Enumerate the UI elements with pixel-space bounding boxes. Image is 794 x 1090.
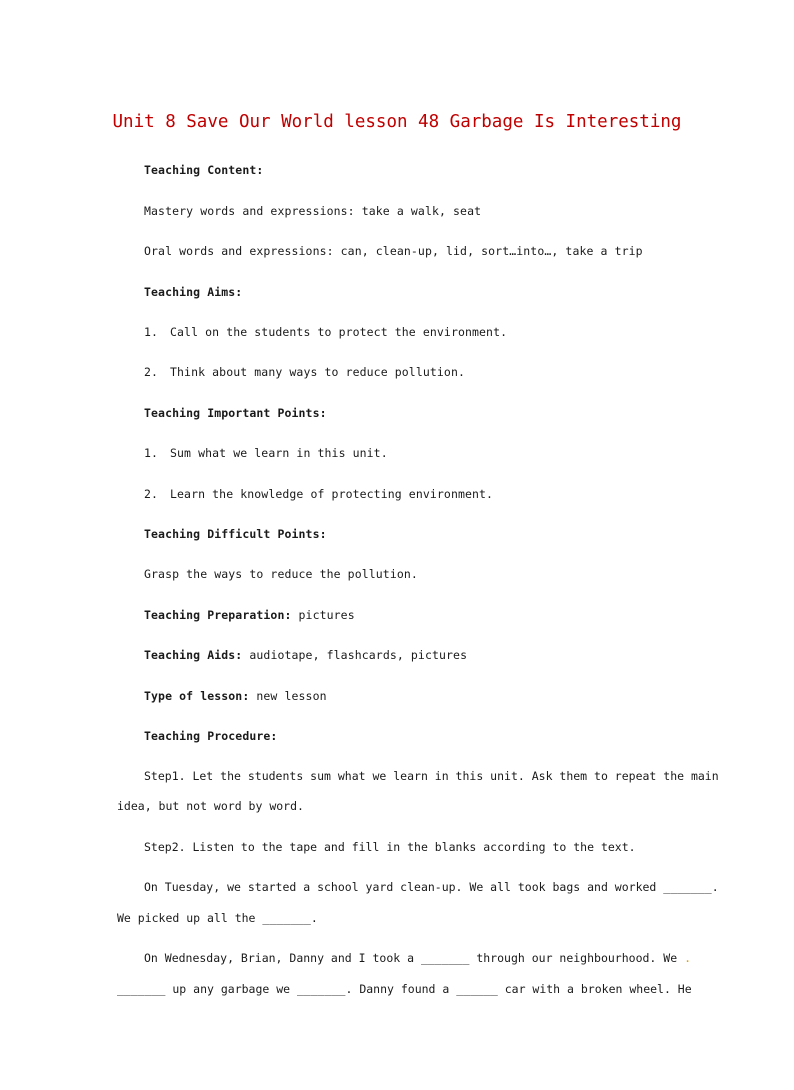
paragraph2-line2: _______ up any garbage we _______. Danny found a ______ car with a broken wheel. He [117, 982, 692, 996]
preparation-label: Teaching Preparation: [144, 608, 292, 622]
paragraph1-line2: We picked up all the _______. [117, 911, 318, 925]
step1-line2: idea, but not word by word. [117, 799, 304, 813]
important-item [144, 487, 493, 501]
aims-item-number: 1. [144, 325, 159, 339]
preparation-line [144, 608, 355, 622]
aims-item-number: 2. [144, 365, 159, 379]
difficult-points-text: Grasp the ways to reduce the pollution. [144, 567, 418, 581]
mastery-words: Mastery words and expressions: take a walk, seat [144, 204, 482, 218]
paragraph2-line1-text: On Wednesday, Brian, Danny and I took a _______ through our neighbourhood. We [144, 951, 678, 965]
paragraph1-line1: On Tuesday, we started a school yard clean-up. We all took bags and worked _______. [144, 880, 719, 894]
aims-item-text: Think about many ways to reduce pollution. [170, 365, 465, 379]
lesson-type-value: new lesson [249, 689, 327, 703]
procedure-heading: Teaching Procedure: [144, 729, 278, 743]
preparation-value: pictures [291, 608, 355, 622]
teaching-aims-heading: Teaching Aims: [144, 285, 243, 299]
paragraph2-mark: . [684, 951, 691, 965]
aims-item [144, 325, 507, 339]
step2-line: Step2. Listen to the tape and fill in the blanks according to the text. [144, 840, 636, 854]
important-item-text: Sum what we learn in this unit. [170, 446, 388, 460]
oral-words: Oral words and expressions: can, clean-up, lid, sort…into…, take a trip [144, 244, 643, 258]
aids-line [144, 648, 467, 662]
important-item-number: 1. [144, 446, 159, 460]
paragraph2-line1 [144, 951, 691, 965]
difficult-points-heading: Teaching Difficult Points: [144, 527, 327, 541]
important-item [144, 446, 388, 460]
step1-line1: Step1. Let the students sum what we learn in this unit. Ask them to repeat the main [144, 769, 719, 783]
lesson-type-label: Type of lesson: [144, 689, 250, 703]
page-title: Unit 8 Save Our World lesson 48 Garbage Is Interesting [112, 112, 682, 132]
important-item-text: Learn the knowledge of protecting environment. [170, 487, 494, 501]
important-points-heading: Teaching Important Points: [144, 406, 327, 420]
aids-label: Teaching Aids: [144, 648, 243, 662]
aims-item-text: Call on the students to protect the environment. [170, 325, 508, 339]
aims-item [144, 365, 465, 379]
aids-value: audiotape, flashcards, pictures [242, 648, 468, 662]
lesson-type-line [144, 689, 327, 703]
teaching-content-heading: Teaching Content: [144, 163, 264, 177]
important-item-number: 2. [144, 487, 159, 501]
